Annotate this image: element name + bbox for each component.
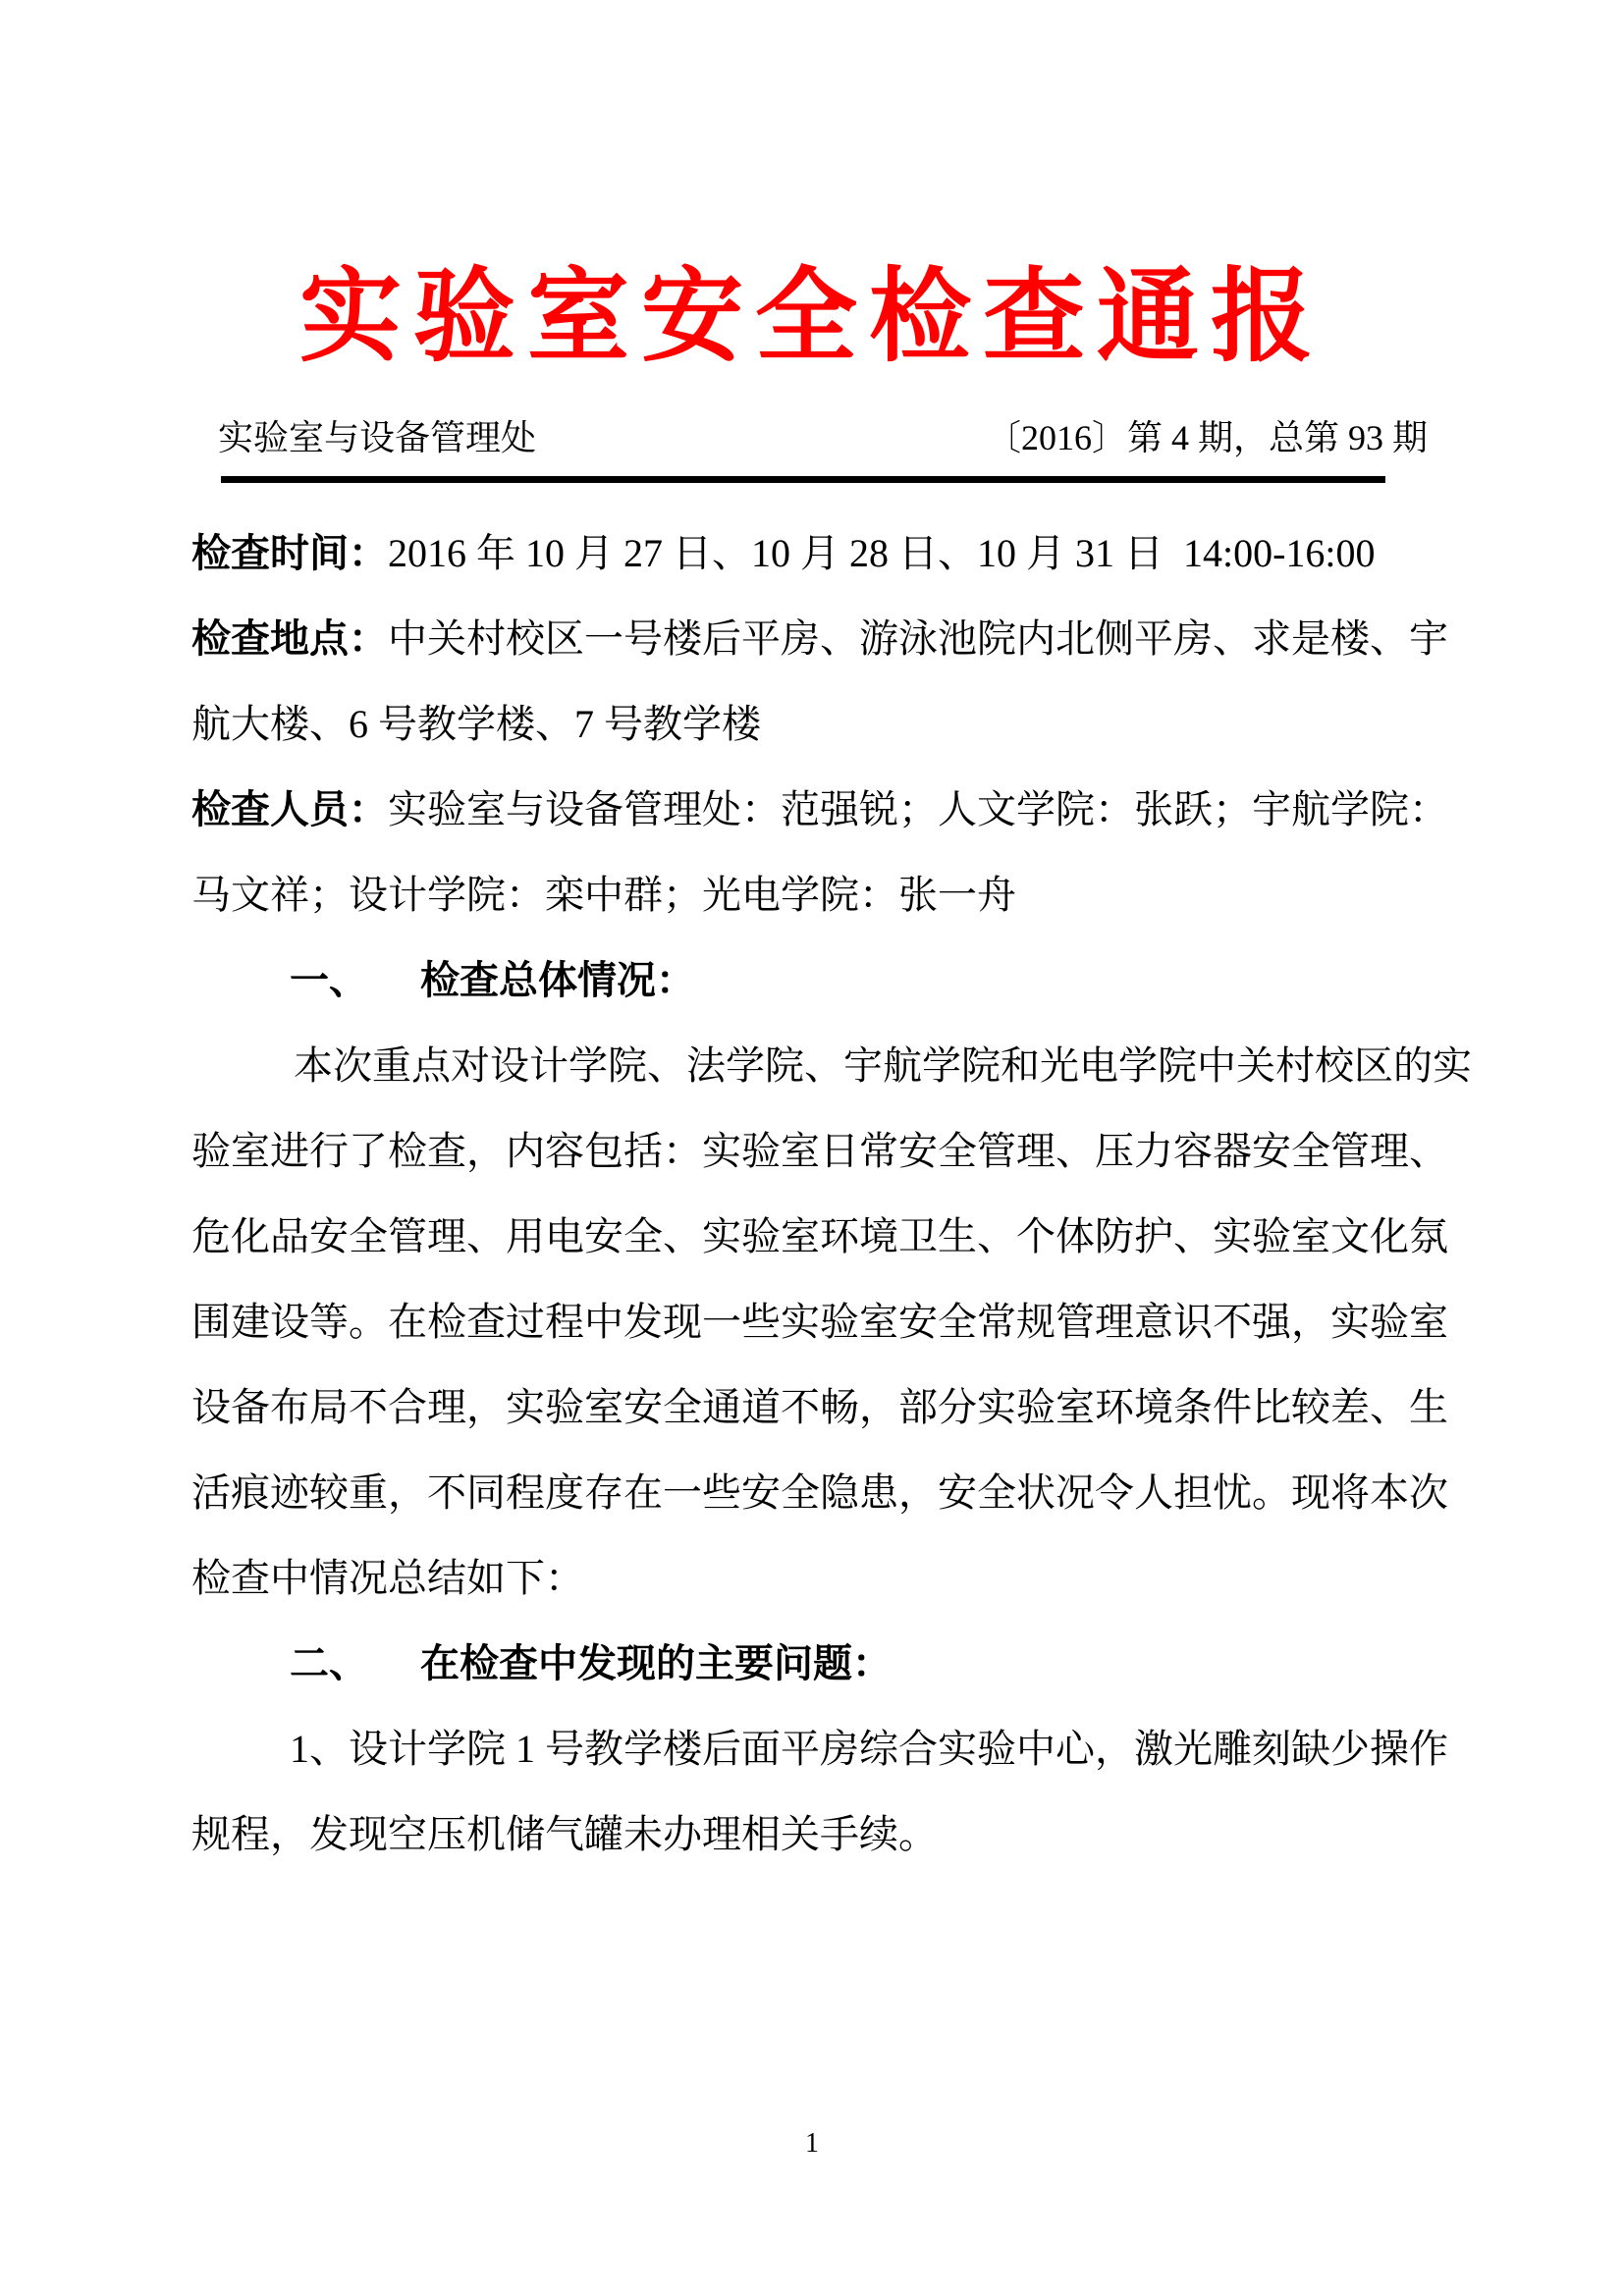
text-run: 设备布局不合理，实验室安全通道不畅，部分实验室环境条件比较差、生 (191, 1385, 1448, 1429)
body-line (191, 1535, 1433, 1621)
text-run: 活痕迹较重，不同程度存在一些安全隐患，安全状况令人担忧。现将本次 (191, 1470, 1448, 1515)
body-line (191, 1279, 1448, 1364)
body-line (191, 681, 1433, 767)
masthead-issuer: 实验室与设备管理处 (218, 418, 537, 457)
body-line (191, 596, 1448, 681)
body-line (191, 1108, 1448, 1194)
label-text: 检查地点： (191, 617, 388, 661)
text-run: 本次重点对设计学院、法学院、宇航学院和光电学院中关村校区的实 (294, 1043, 1472, 1088)
label-text: 一、 (290, 959, 368, 1002)
label-text: 检查时间： (191, 532, 388, 575)
label-text: 检查人员： (191, 788, 388, 831)
page-footer (0, 2126, 1624, 2162)
document-body (191, 510, 1472, 1877)
body-line (191, 1364, 1448, 1450)
section-heading (191, 937, 1433, 1023)
text-run: 规程，发现空压机储气罐未办理相关手续。 (191, 1812, 938, 1856)
text-run: 马文祥；设计学院：栾中群；光电学院：张一舟 (191, 873, 1016, 917)
text-run: 围建设等。在检查过程中发现一些实验室安全常规管理意识不强，实验室 (191, 1300, 1448, 1344)
body-line (191, 1706, 1448, 1791)
text-run: 危化品安全管理、用电安全、实验室环境卫生、个体防护、实验室文化氛 (191, 1214, 1448, 1258)
body-line (191, 1194, 1448, 1279)
document-title: 实验室安全检查通报 (298, 261, 1325, 374)
section-heading (191, 1621, 1433, 1706)
body-line (191, 767, 1448, 852)
text-run: 中关村校区一号楼后平房、游泳池院内北侧平房、求是楼、宇 (388, 616, 1448, 661)
text-run: 1、设计学院 1 号教学楼后面平房综合实验中心，激光雕刻缺少操作 (290, 1727, 1448, 1771)
text-run: 实验室与设备管理处：范强锐；人文学院：张跃；宇航学院： (388, 787, 1448, 831)
body-line (191, 510, 1433, 596)
text-run: 检查中情况总结如下： (191, 1556, 584, 1600)
text-run: 2016 年 10 月 27 日、10 月 28 日、10 月 31 日 14:00-16:00 (388, 531, 1376, 575)
body-line (191, 1791, 1433, 1877)
masthead-issue-info: 〔2016〕第 4 期，总第 93 期 (985, 418, 1428, 457)
text-run: 验室进行了检查，内容包括：实验室日常安全管理、压力容器安全管理、 (191, 1129, 1448, 1173)
text-run: 航大楼、6 号教学楼、7 号教学楼 (191, 702, 761, 746)
body-line (191, 852, 1433, 937)
label-text: 检查总体情况： (420, 959, 695, 1002)
page-number: 1 (805, 2128, 819, 2159)
masthead-divider-rule (221, 476, 1385, 483)
label-text: 二、 (290, 1642, 368, 1685)
label-text: 在检查中发现的主要问题： (420, 1642, 892, 1685)
body-line (191, 1023, 1472, 1108)
masthead (218, 416, 1428, 459)
body-line (191, 1450, 1448, 1535)
